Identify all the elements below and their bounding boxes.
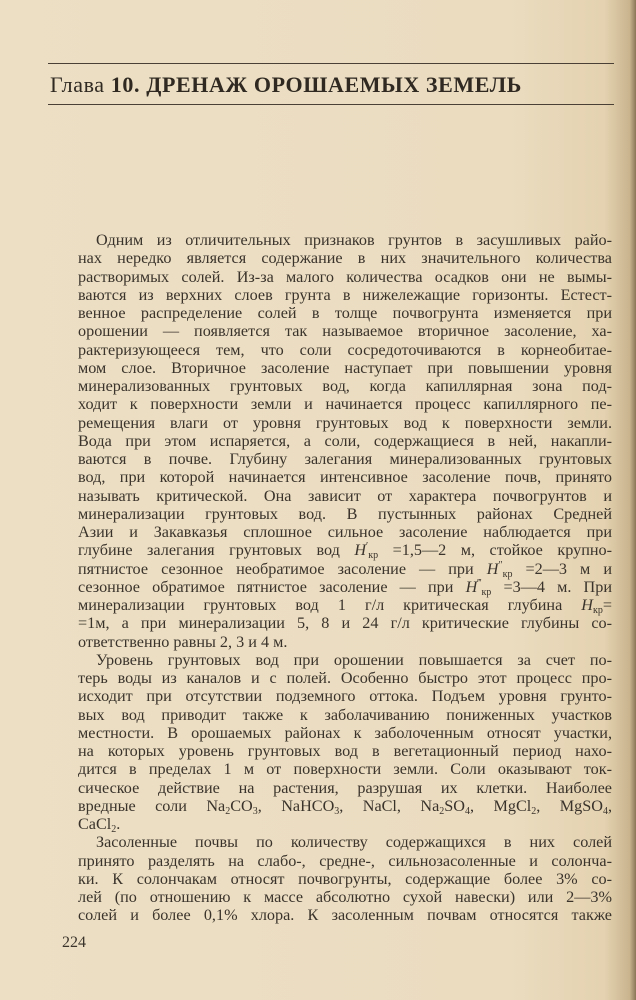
text-segment: местности. В орошаемых районах к заболоченным относят участки,	[78, 723, 612, 742]
text-segment: , MgSO	[536, 796, 603, 815]
text-line	[78, 687, 612, 705]
text-segment: минерализованных грунтовых вод, когда капиллярная зона под-	[78, 377, 612, 395]
text-segment: ,	[607, 796, 612, 815]
chapter-number: 10.	[110, 72, 141, 97]
text-segment: кр	[481, 586, 492, 598]
text-segment: ответственно равны 2, 3 и 4 м.	[78, 632, 288, 651]
text-segment: вод, при которой начинается интенсивное засоление почв, принято	[78, 468, 612, 487]
text-line	[78, 906, 612, 924]
text-line	[78, 560, 612, 578]
text-line	[78, 706, 612, 724]
text-segment: 4	[465, 805, 470, 817]
text-segment: венное распределение солей в толще почвогрунта изменяется при	[78, 304, 612, 322]
text-segment: H	[581, 596, 593, 614]
text-line	[78, 249, 612, 267]
text-segment: называть критической. Она зависит от характера почвогрунтов и	[78, 486, 612, 505]
text-segment: 3	[334, 805, 340, 817]
text-line	[78, 322, 612, 340]
text-segment: 2	[439, 805, 445, 817]
text-line	[78, 870, 612, 888]
text-segment: CaCl	[78, 815, 112, 833]
text-segment: кр	[368, 550, 379, 562]
text-segment: ремещения влаги от уровня грунтовых вод к поверхности земли.	[78, 413, 612, 432]
text-segment: , MgCl	[470, 796, 532, 815]
text-line	[78, 359, 612, 377]
text-segment: солей и более 0,1% хлора. К засоленным почвам относятся также	[78, 906, 612, 925]
text-line	[78, 468, 612, 486]
text-segment: нах нередко является содержание в них значительного количества	[78, 249, 612, 268]
text-line	[78, 833, 612, 851]
text-segment: растворимых солей. Из-за малого количества осадков они не вымы-	[78, 267, 612, 286]
text-line	[78, 578, 612, 596]
text-segment: SO	[444, 796, 465, 815]
text-segment: ваются из верхних слоев грунта в нижележащие горизонты. Естест-	[78, 285, 612, 304]
text-line	[78, 596, 612, 614]
chapter-heading	[50, 72, 522, 98]
text-line	[78, 377, 612, 395]
text-line	[78, 742, 612, 760]
text-line	[78, 341, 612, 359]
text-line	[78, 815, 612, 833]
text-line	[78, 614, 612, 632]
text-segment: .	[116, 815, 121, 833]
text-segment: =3—4 м. При	[491, 577, 612, 596]
text-segment: =1,5—2 м, стойкое крупно-	[378, 541, 612, 560]
text-line	[78, 760, 612, 778]
text-segment: ‴	[477, 577, 482, 589]
text-segment: терь воды из каналов и с полей. Особенно быстро этот процесс про-	[78, 669, 612, 687]
text-segment: ки. К солончакам относят почвогрунты, содержащие более 3% со-	[78, 869, 612, 888]
text-segment: H	[465, 577, 478, 596]
text-segment: H	[354, 541, 367, 560]
text-segment: , NaCl, Na	[339, 796, 440, 815]
text-segment: орошении — появляется так называемое вторичное засоление, ха-	[78, 322, 612, 341]
text-segment: , NaHCO	[257, 796, 335, 815]
text-segment: Уровень грунтовых вод при орошении повышается за счет по-	[96, 650, 612, 669]
text-line	[78, 779, 612, 797]
text-line	[78, 669, 612, 687]
text-segment: 3	[252, 805, 258, 817]
text-line	[78, 505, 612, 523]
text-segment: CO	[230, 796, 253, 815]
text-line	[78, 523, 612, 541]
text-line	[78, 797, 612, 815]
text-segment: минерализации грунтовых вод. В пустынных районах Средней	[78, 504, 612, 523]
text-segment: Вода при этом испаряется, а соли, содержащиеся в ней, накапли-	[78, 431, 612, 450]
text-segment: на которых уровень грунтовых вод в вегетационный период нахо-	[78, 742, 612, 760]
text-segment: сическое действие на растения, разрушая их клетки. Наиболее	[78, 778, 612, 797]
text-segment: ваются в почве. Глубину залегания минерализованных грунтовых	[78, 450, 612, 468]
text-segment: дится в пределах 1 м от поверхности земли. Соли оказывают ток-	[78, 760, 612, 779]
text-line	[78, 414, 612, 432]
text-segment: вых вод приводит также к заболачиванию пониженных участков	[78, 705, 612, 724]
text-segment: =1м, а при минерализации 5, 8 и 24 г/л критические глубины со-	[78, 614, 612, 633]
text-segment: вредные соли Na	[78, 796, 226, 815]
text-line	[78, 888, 612, 906]
text-segment: 2	[111, 824, 117, 835]
text-line	[78, 268, 612, 286]
text-segment: пятнистое сезонное необратимое засоление — при	[78, 559, 487, 578]
text-segment: минерализации грунтовых вод 1 г/л критическая глубина	[78, 596, 582, 614]
text-segment: ходит к поверхности земли и начинается процесс капиллярного пе-	[78, 395, 612, 414]
chapter-title: ДРЕНАЖ ОРОШАЕМЫХ ЗЕМЕЛЬ	[146, 72, 522, 97]
text-line	[78, 304, 612, 322]
text-segment: рактеризующееся тем, что соли сосредоточиваются в корнеобитае-	[78, 340, 612, 359]
text-line	[78, 633, 612, 651]
text-segment: мом слое. Вторичное засоление наступает при повышении уровня	[78, 358, 612, 377]
text-segment: ′	[366, 541, 369, 553]
text-segment: ″	[498, 559, 503, 571]
text-line	[78, 450, 612, 468]
text-segment: Одним из отличительных признаков грунтов в засушливых райо-	[96, 231, 612, 249]
text-segment: принято разделять на слабо-, средне-, сильнозасоленные и солонча-	[78, 851, 612, 870]
text-segment: 4	[602, 805, 608, 817]
chapter-word: Глава	[50, 72, 105, 97]
text-line	[78, 487, 612, 505]
text-segment: 2	[225, 805, 231, 817]
text-segment: H	[486, 559, 499, 578]
text-line	[78, 231, 612, 249]
body-text	[78, 231, 612, 925]
text-segment: Азии и Закавказья сплошное сильное засоление наблюдается при	[78, 523, 612, 541]
text-segment: 2	[531, 805, 537, 817]
text-line	[78, 395, 612, 413]
text-segment: исходит при отсутствии подземного оттока. Подъем уровня грунто-	[78, 687, 612, 706]
text-segment: глубине залегания грунтовых вод	[78, 541, 355, 560]
text-segment: Засоленные почвы по количеству содержащихся в них солей	[96, 833, 612, 852]
top-rule	[48, 63, 614, 64]
text-segment: кр	[502, 568, 513, 580]
text-line	[78, 651, 612, 669]
text-segment: =2—3 м и	[512, 559, 612, 578]
text-segment: сезонное обратимое пятнистое засоление — при	[78, 577, 466, 596]
text-line	[78, 541, 612, 562]
text-segment: лей (по отношению к массе абсолютно сухой навески) или 2—3%	[78, 888, 612, 906]
bottom-rule	[48, 104, 614, 105]
text-line	[78, 286, 612, 304]
page-number: 224	[62, 934, 86, 951]
text-segment: =	[602, 596, 612, 614]
text-segment: кр	[593, 605, 603, 616]
text-line	[78, 724, 612, 742]
text-line	[78, 852, 612, 870]
text-line	[78, 432, 612, 450]
